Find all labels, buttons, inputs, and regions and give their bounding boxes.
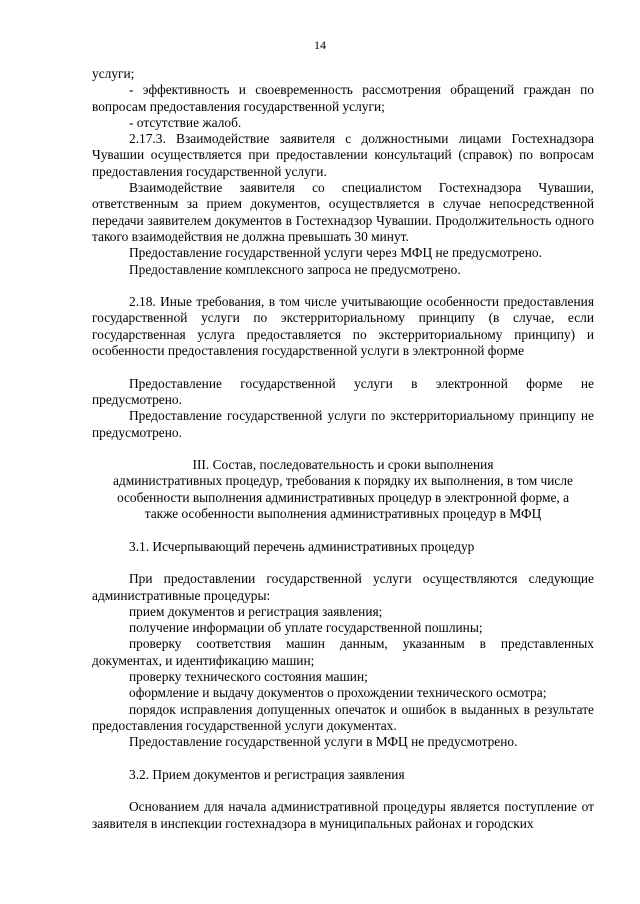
- list-item-no-complaints: - отсутствие жалоб.: [129, 114, 242, 130]
- subsection-heading-3-1: 3.1. Исчерпывающий перечень административных процедур: [129, 538, 475, 554]
- list-item-procedure: получение информации об уплате государственной пошлины;: [129, 620, 483, 636]
- paragraph-interaction-specialist: Взаимодействие заявителя со специалистом Гостехнадзора Чувашии, ответственным за прием документов, осуществляется в случае непосредственной передачи заявителем документов в Гостехнадзор Чувашии. Продолжительность одного такого взаимодействия не должна превышать 30 минут.: [92, 180, 594, 244]
- paragraph-electronic-form: Предоставление государственной услуги в электронной форме не предусмотрено.: [92, 375, 594, 407]
- section-heading-line: III. Состав, последовательность и сроки выполнения: [192, 457, 494, 473]
- paragraph-mfc: Предоставление государственной услуги в МФЦ не предусмотрено.: [129, 734, 518, 750]
- list-item-procedure: оформление и выдачу документов о прохождении технического осмотра;: [129, 685, 547, 701]
- list-item-efficiency: - эффективность и своевременность рассмотрения обращений граждан по вопросам предоставления государственной услуги;: [92, 82, 594, 114]
- section-heading-line: административных процедур, требования к порядку их выполнения, в том числе: [112, 473, 573, 489]
- list-item-procedure: прием документов и регистрация заявления;: [129, 603, 383, 619]
- paragraph-procedures-intro: При предоставлении государственной услуги осуществляются следующие административные процедуры:: [92, 571, 594, 603]
- paragraph-2-18: 2.18. Иные требования, в том числе учитывающие особенности предоставления государственной услуги по экстерриториальному принципу (в случае, если государственная услуга предоставляется по экстерриториальному принципу) и особенности предоставления государственной услуги в электронной форме: [92, 294, 594, 359]
- paragraph-complex-request: Предоставление комплексного запроса не предусмотрено.: [129, 261, 461, 277]
- paragraph-mfc-not-provided: Предоставление государственной услуги через МФЦ не предусмотрено.: [129, 245, 542, 261]
- spacer: [92, 783, 594, 799]
- section-heading: [92, 457, 594, 522]
- paragraph-exterritorial: Предоставление государственной услуги по экстерриториальному принципу не предусмотрено.: [92, 408, 594, 440]
- list-item-procedure: порядок исправления допущенных опечаток и ошибок в выданных в результате предоставления государственной услуги документах.: [92, 701, 594, 733]
- page-number: 14: [314, 38, 326, 52]
- spacer: [92, 522, 594, 538]
- section-heading-line: также особенности выполнения административных процедур в МФЦ: [144, 506, 542, 522]
- paragraph-continuation: услуги;: [92, 66, 135, 81]
- spacer: [92, 441, 594, 457]
- document-body: [92, 66, 594, 832]
- list-item-procedure: проверку технического состояния машин;: [129, 668, 368, 684]
- spacer: [92, 555, 594, 571]
- list-item-procedure: проверку соответствия машин данным, указанным в представленных документах, и идентификацию машин;: [92, 636, 594, 668]
- spacer: [92, 359, 594, 375]
- spacer: [92, 750, 594, 766]
- paragraph-2-17-3: 2.17.3. Взаимодействие заявителя с должностными лицами Гостехнадзора Чувашии осуществляется при предоставлении консультаций (справок) по вопросам предоставления государственной услуги.: [92, 131, 594, 179]
- subsection-heading-3-2: 3.2. Прием документов и регистрация заявления: [129, 766, 405, 782]
- section-heading-line: особенности выполнения административных процедур в электронной форме, а: [116, 489, 570, 505]
- spacer: [92, 278, 594, 294]
- paragraph-procedure-basis: Основанием для начала административной процедуры является поступление от заявителя в инспекции гостехнадзора в муниципальных районах и городских: [92, 799, 594, 831]
